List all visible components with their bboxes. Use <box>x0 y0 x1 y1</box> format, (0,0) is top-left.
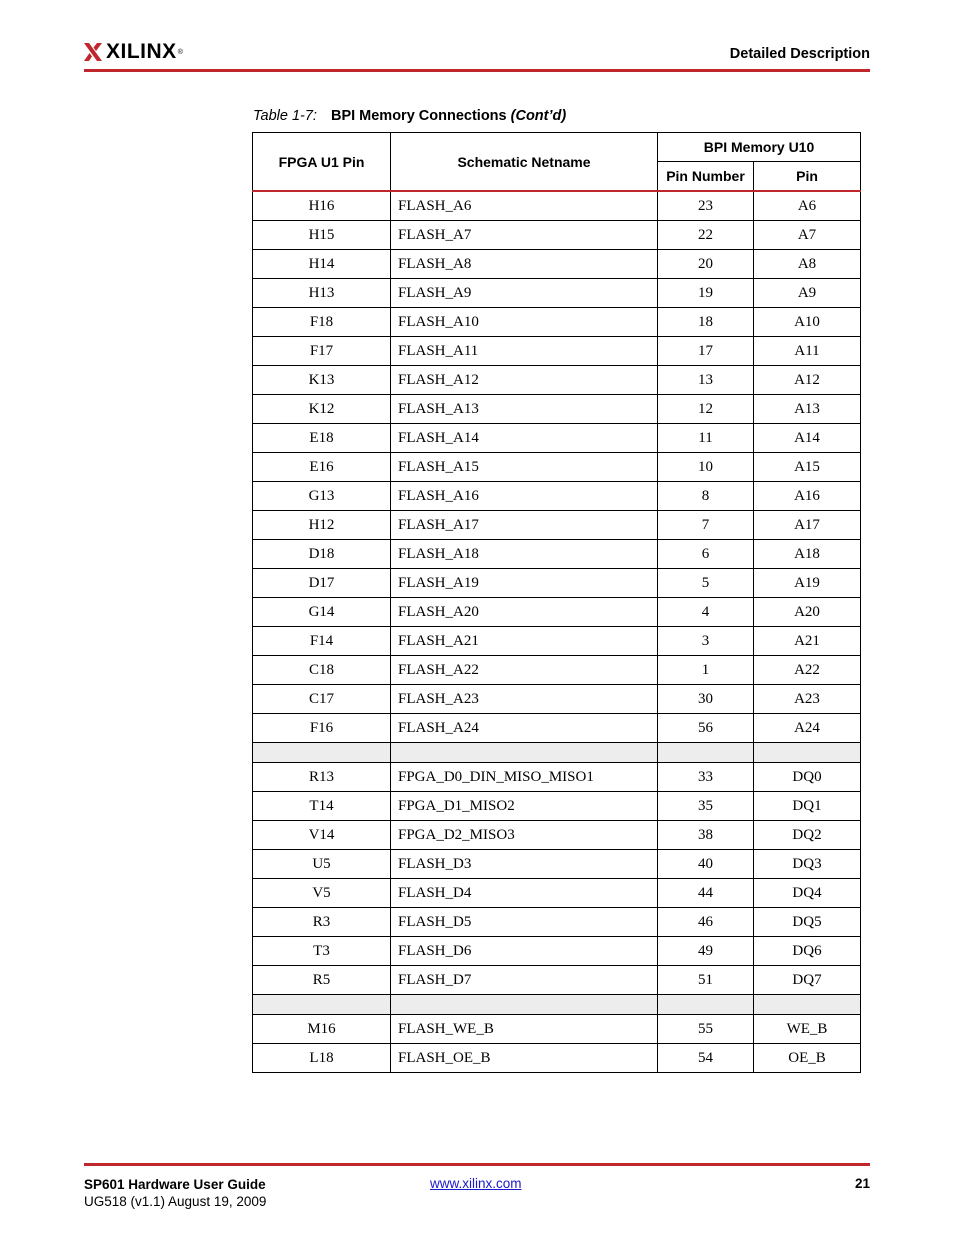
cell-netname: FLASH_A10 <box>391 308 658 337</box>
cell-pin: A16 <box>754 482 861 511</box>
cell-netname: FPGA_D2_MISO3 <box>391 821 658 850</box>
xilinx-x-icon <box>84 43 102 61</box>
cell-pin-number: 49 <box>658 937 754 966</box>
footer-left <box>84 1176 266 1210</box>
separator-cell <box>754 743 861 763</box>
cell-pin-number: 7 <box>658 511 754 540</box>
cell-pin-number: 38 <box>658 821 754 850</box>
cell-pin-number: 3 <box>658 627 754 656</box>
cell-pin-number: 6 <box>658 540 754 569</box>
cell-pin: A19 <box>754 569 861 598</box>
cell-fpga-pin: R13 <box>253 763 391 792</box>
cell-netname: FLASH_A12 <box>391 366 658 395</box>
cell-pin-number: 5 <box>658 569 754 598</box>
cell-fpga-pin: H13 <box>253 279 391 308</box>
cell-pin-number: 1 <box>658 656 754 685</box>
cell-netname: FLASH_A14 <box>391 424 658 453</box>
cell-netname: FPGA_D0_DIN_MISO_MISO1 <box>391 763 658 792</box>
cell-pin: DQ3 <box>754 850 861 879</box>
cell-pin: DQ5 <box>754 908 861 937</box>
cell-pin-number: 4 <box>658 598 754 627</box>
section-title: Detailed Description <box>729 46 870 62</box>
cell-pin: A14 <box>754 424 861 453</box>
table-row <box>253 569 861 598</box>
cell-pin: A12 <box>754 366 861 395</box>
table-row <box>253 250 861 279</box>
cell-netname: FLASH_WE_B <box>391 1015 658 1044</box>
cell-netname: FLASH_A16 <box>391 482 658 511</box>
cell-netname: FLASH_A17 <box>391 511 658 540</box>
table-row <box>253 937 861 966</box>
cell-netname: FLASH_A7 <box>391 221 658 250</box>
cell-netname: FLASH_D7 <box>391 966 658 995</box>
cell-pin: DQ7 <box>754 966 861 995</box>
cell-fpga-pin: F14 <box>253 627 391 656</box>
cell-fpga-pin: H16 <box>253 191 391 221</box>
cell-pin-number: 19 <box>658 279 754 308</box>
cell-pin-number: 11 <box>658 424 754 453</box>
separator-cell <box>391 743 658 763</box>
table-row <box>253 792 861 821</box>
cell-pin: A17 <box>754 511 861 540</box>
cell-fpga-pin: C17 <box>253 685 391 714</box>
cell-pin: DQ2 <box>754 821 861 850</box>
cell-netname: FLASH_A24 <box>391 714 658 743</box>
cell-netname: FLASH_A6 <box>391 191 658 221</box>
cell-pin: A13 <box>754 395 861 424</box>
cell-pin-number: 33 <box>658 763 754 792</box>
cell-fpga-pin: E16 <box>253 453 391 482</box>
cell-pin: A8 <box>754 250 861 279</box>
header-netname: Schematic Netname <box>391 133 658 192</box>
cell-pin-number: 30 <box>658 685 754 714</box>
table-row <box>253 821 861 850</box>
cell-pin: A20 <box>754 598 861 627</box>
table-row <box>253 627 861 656</box>
table-row <box>253 191 861 221</box>
registered-mark: ® <box>177 48 183 56</box>
table-caption <box>253 108 566 124</box>
separator-cell <box>754 995 861 1015</box>
cell-netname: FLASH_A11 <box>391 337 658 366</box>
table-row <box>253 221 861 250</box>
cell-pin-number: 44 <box>658 879 754 908</box>
guide-title: SP601 Hardware User Guide <box>84 1177 266 1192</box>
cell-pin: A23 <box>754 685 861 714</box>
cell-pin-number: 56 <box>658 714 754 743</box>
cell-netname: FLASH_A21 <box>391 627 658 656</box>
table-row <box>253 424 861 453</box>
table-row <box>253 656 861 685</box>
cell-pin-number: 13 <box>658 366 754 395</box>
header-pin-number: Pin Number <box>658 162 754 192</box>
table-row <box>253 366 861 395</box>
cell-fpga-pin: H14 <box>253 250 391 279</box>
cell-pin: A6 <box>754 191 861 221</box>
cell-pin: A9 <box>754 279 861 308</box>
cell-fpga-pin: M16 <box>253 1015 391 1044</box>
table-row <box>253 540 861 569</box>
page-number: 21 <box>854 1176 870 1191</box>
cell-fpga-pin: R5 <box>253 966 391 995</box>
cell-netname: FLASH_OE_B <box>391 1044 658 1073</box>
cell-pin-number: 12 <box>658 395 754 424</box>
cell-fpga-pin: L18 <box>253 1044 391 1073</box>
cell-netname: FLASH_A13 <box>391 395 658 424</box>
cell-pin: A18 <box>754 540 861 569</box>
cell-pin: A10 <box>754 308 861 337</box>
cell-netname: FLASH_D3 <box>391 850 658 879</box>
cell-pin: A22 <box>754 656 861 685</box>
logo-text: XILINX <box>106 40 177 63</box>
cell-fpga-pin: V5 <box>253 879 391 908</box>
cell-fpga-pin: D18 <box>253 540 391 569</box>
cell-fpga-pin: T14 <box>253 792 391 821</box>
table-row <box>253 1015 861 1044</box>
table-row <box>253 279 861 308</box>
table-row <box>253 337 861 366</box>
cell-netname: FLASH_D6 <box>391 937 658 966</box>
cell-pin-number: 51 <box>658 966 754 995</box>
cell-pin: OE_B <box>754 1044 861 1073</box>
bpi-memory-table <box>252 132 861 1073</box>
separator-cell <box>658 743 754 763</box>
cell-pin: DQ0 <box>754 763 861 792</box>
table-title: BPI Memory Connections <box>330 108 507 124</box>
cell-pin-number: 8 <box>658 482 754 511</box>
cell-fpga-pin: R3 <box>253 908 391 937</box>
cell-pin: DQ4 <box>754 879 861 908</box>
header-rule <box>84 69 870 72</box>
cell-netname: FPGA_D1_MISO2 <box>391 792 658 821</box>
cell-fpga-pin: H15 <box>253 221 391 250</box>
table-row <box>253 511 861 540</box>
cell-netname: FLASH_A20 <box>391 598 658 627</box>
cell-pin: A11 <box>754 337 861 366</box>
cell-netname: FLASH_A9 <box>391 279 658 308</box>
cell-fpga-pin: E18 <box>253 424 391 453</box>
cell-pin-number: 54 <box>658 1044 754 1073</box>
table-row <box>253 850 861 879</box>
cell-fpga-pin: D17 <box>253 569 391 598</box>
cell-fpga-pin: T3 <box>253 937 391 966</box>
cell-pin: WE_B <box>754 1015 861 1044</box>
cell-pin-number: 20 <box>658 250 754 279</box>
cell-fpga-pin: C18 <box>253 656 391 685</box>
table-row <box>253 395 861 424</box>
cell-netname: FLASH_A18 <box>391 540 658 569</box>
table-row <box>253 685 861 714</box>
table-row <box>253 879 861 908</box>
cell-fpga-pin: V14 <box>253 821 391 850</box>
cell-pin-number: 46 <box>658 908 754 937</box>
table-row <box>253 966 861 995</box>
table-row <box>253 308 861 337</box>
cell-pin-number: 55 <box>658 1015 754 1044</box>
table-row <box>253 482 861 511</box>
cell-pin: A7 <box>754 221 861 250</box>
table-row <box>253 598 861 627</box>
separator-cell <box>253 743 391 763</box>
cell-netname: FLASH_A15 <box>391 453 658 482</box>
table-row <box>253 453 861 482</box>
xilinx-logo <box>84 41 183 63</box>
footer-rule <box>84 1163 870 1166</box>
table-row <box>253 714 861 743</box>
cell-pin-number: 17 <box>658 337 754 366</box>
doc-version: UG518 (v1.1) August 19, 2009 <box>84 1194 267 1209</box>
cell-fpga-pin: G13 <box>253 482 391 511</box>
cell-netname: FLASH_A22 <box>391 656 658 685</box>
table-row <box>253 908 861 937</box>
cell-pin: DQ1 <box>754 792 861 821</box>
separator-row <box>253 743 861 763</box>
cell-fpga-pin: K13 <box>253 366 391 395</box>
cell-fpga-pin: U5 <box>253 850 391 879</box>
cell-netname: FLASH_D5 <box>391 908 658 937</box>
cell-netname: FLASH_D4 <box>391 879 658 908</box>
cell-fpga-pin: K12 <box>253 395 391 424</box>
cell-pin-number: 18 <box>658 308 754 337</box>
cell-fpga-pin: G14 <box>253 598 391 627</box>
cell-fpga-pin: F18 <box>253 308 391 337</box>
table-body <box>253 191 861 1073</box>
cell-pin: A24 <box>754 714 861 743</box>
table-row <box>253 1044 861 1073</box>
table-row <box>253 763 861 792</box>
header-fpga-pin: FPGA U1 Pin <box>253 133 391 192</box>
separator-cell <box>253 995 391 1015</box>
header-pin: Pin <box>754 162 861 192</box>
cell-netname: FLASH_A19 <box>391 569 658 598</box>
cell-pin-number: 35 <box>658 792 754 821</box>
cell-pin: DQ6 <box>754 937 861 966</box>
cell-fpga-pin: F16 <box>253 714 391 743</box>
cell-pin-number: 10 <box>658 453 754 482</box>
table-number: Table 1-7: <box>253 108 317 124</box>
cell-netname: FLASH_A23 <box>391 685 658 714</box>
cell-fpga-pin: F17 <box>253 337 391 366</box>
website-link[interactable]: www.xilinx.com <box>430 1176 522 1191</box>
header-bpi-memory: BPI Memory U10 <box>658 133 861 162</box>
cell-pin: A15 <box>754 453 861 482</box>
cell-pin-number: 22 <box>658 221 754 250</box>
cell-pin: A21 <box>754 627 861 656</box>
separator-cell <box>391 995 658 1015</box>
cell-fpga-pin: H12 <box>253 511 391 540</box>
separator-row <box>253 995 861 1015</box>
cell-netname: FLASH_A8 <box>391 250 658 279</box>
separator-cell <box>658 995 754 1015</box>
table-continued: (Cont’d) <box>510 108 567 124</box>
cell-pin-number: 40 <box>658 850 754 879</box>
cell-pin-number: 23 <box>658 191 754 221</box>
